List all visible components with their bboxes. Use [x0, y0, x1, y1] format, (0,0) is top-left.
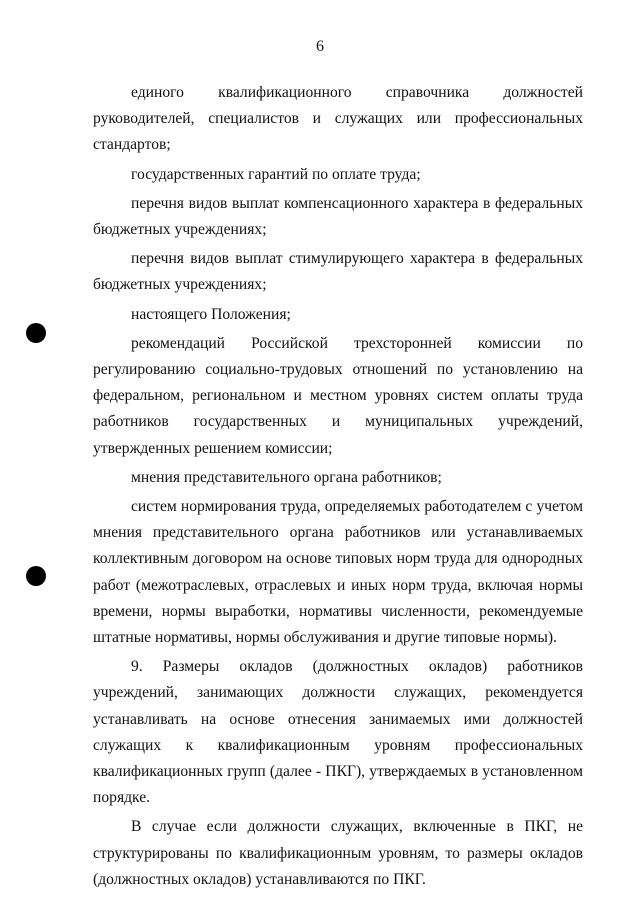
punch-hole-mark [26, 323, 46, 343]
document-body [93, 80, 583, 893]
paragraph-labor-norming: систем нормирования труда, определяемых работодателем с учетом мнения представительного органа работников или устанавливаемых коллективным договором на основе типовых норм труда для однородных работ (межотраслевых, отраслевых и иных норм труда, включая нормы времени, нормы выработки, нормативы численности, рекомендуемые штатные нормативы, нормы обслуживания и другие типовые нормы). [93, 498, 583, 647]
paragraph-workers-representative: мнения представительного органа работников; [131, 468, 442, 486]
paragraph-this-regulation: настоящего Положения; [131, 305, 291, 323]
paragraph-item-9-salaries: 9. Размеры окладов (должностных окладов) работников учреждений, занимающих должности служащих, рекомендуется устанавливать на основе отнесения занимаемых ими должностей служащих к квалификационным уровням профессиональных квалификационных групп (далее - ПКГ), утверждаемых в установленном порядке. [93, 658, 583, 807]
punch-hole-mark [26, 566, 46, 586]
paragraph-compensation-payments: перечня видов выплат компенсационного характера в федеральных бюджетных учреждениях; [93, 194, 583, 239]
paragraph-pkg-unstructured: В случае если должности служащих, включенные в ПКГ, не структурированы по квалификационным уровням, то размеры окладов (должностных окладов) устанавливаются по ПКГ. [93, 818, 583, 888]
page-number: 6 [316, 38, 324, 55]
paragraph-tripartite-commission: рекомендаций Российской трехсторонней комиссии по регулированию социально-трудовых отношений по установлению на федеральном, региональном и местном уровнях систем оплаты труда работников государственных и муниципальных учреждений, утвержденных решением комиссии; [93, 334, 583, 457]
paragraph-incentive-payments: перечня видов выплат стимулирующего характера в федеральных бюджетных учреждениях; [93, 250, 583, 294]
paragraph-state-guarantees: государственных гарантий по оплате труда; [131, 165, 421, 183]
paragraph-qualification-handbook: единого квалификационного справочника должностей руководителей, специалистов и служащих или профессиональных стандартов; [93, 84, 583, 154]
